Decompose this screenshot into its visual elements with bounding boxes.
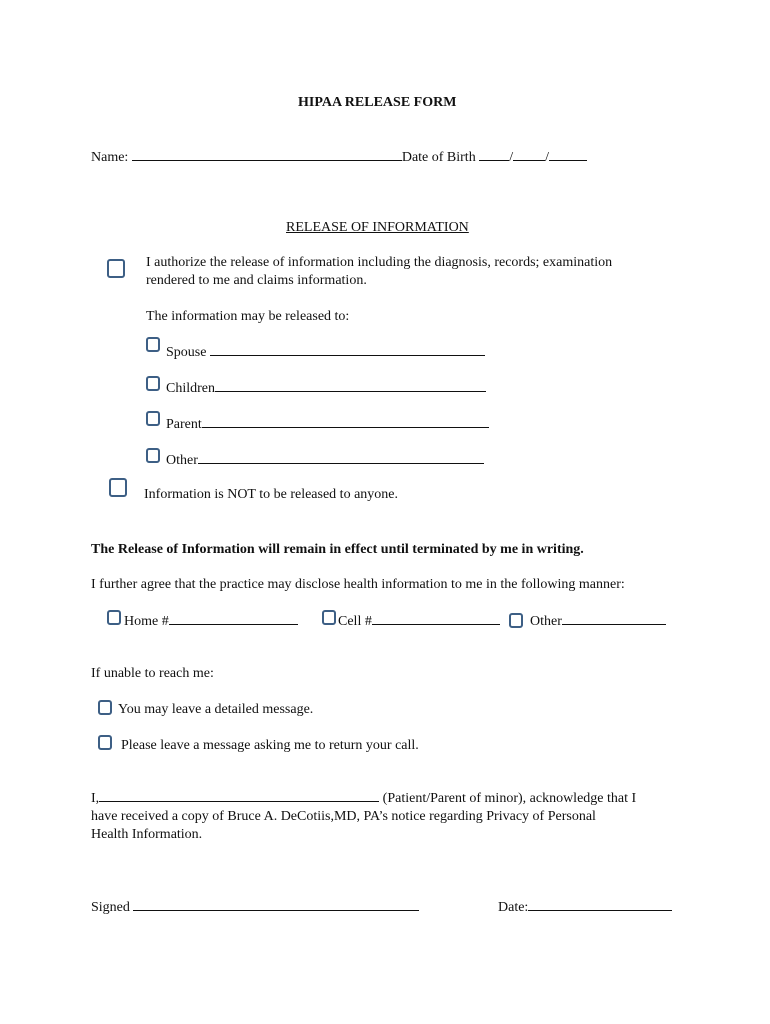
children-field[interactable] xyxy=(215,379,486,392)
children-checkbox[interactable] xyxy=(146,376,160,391)
cell-checkbox[interactable] xyxy=(322,610,336,625)
other-recipient-label: Other xyxy=(166,453,198,468)
parent-row xyxy=(166,415,489,433)
dob-label: Date of Birth xyxy=(401,150,476,165)
released-to-label: The information may be released to: xyxy=(146,309,350,324)
name-field[interactable] xyxy=(132,148,402,161)
date-label: Date: xyxy=(498,900,529,915)
signature-field[interactable] xyxy=(133,898,419,911)
spouse-checkbox[interactable] xyxy=(146,337,160,352)
not-released-text: Information is NOT to be released to anyone. xyxy=(144,487,399,502)
children-row xyxy=(166,379,486,397)
not-released-checkbox[interactable] xyxy=(109,478,127,497)
cell-label: Cell # xyxy=(338,614,372,629)
other-contact-field[interactable] xyxy=(562,612,666,625)
parent-checkbox[interactable] xyxy=(146,411,160,426)
spouse-label: Spouse xyxy=(166,345,207,360)
return-call-checkbox[interactable] xyxy=(98,735,112,750)
other-contact-label: Other xyxy=(530,614,562,629)
acknowledgement-line: have received a copy of Bruce A. DeCotiis,MD, PA’s notice regarding Privacy of Personal xyxy=(91,809,596,824)
form-title: HIPAA RELEASE FORM xyxy=(298,95,457,110)
acknowledgement-line xyxy=(91,789,636,808)
dob-separator: / xyxy=(509,150,514,165)
authorize-text xyxy=(146,254,612,290)
authorize-checkbox[interactable] xyxy=(107,259,125,278)
further-agree-text: I further agree that the practice may disclose health information to me in the following manner: xyxy=(91,577,625,592)
name-label: Name: xyxy=(91,150,129,165)
home-checkbox[interactable] xyxy=(107,610,121,625)
dob-year-field[interactable] xyxy=(549,148,587,161)
effect-statement: The Release of Information will remain in effect until terminated by me in writing. xyxy=(91,542,584,557)
date-field[interactable] xyxy=(528,898,672,911)
other-recipient-field[interactable] xyxy=(198,451,484,464)
spouse-row xyxy=(166,343,485,361)
return-call-text: Please leave a message asking me to return your call. xyxy=(121,738,419,753)
cell-row xyxy=(338,612,500,630)
patient-name-field[interactable] xyxy=(99,789,379,802)
signed-label: Signed xyxy=(91,900,130,915)
dob-separator: / xyxy=(545,150,549,165)
name-row xyxy=(91,148,587,166)
parent-label: Parent xyxy=(166,417,202,432)
signed-row xyxy=(91,898,419,916)
ack-prefix: I, xyxy=(91,791,100,806)
authorize-text-line: rendered to me and claims information. xyxy=(146,273,367,288)
dob-day-field[interactable] xyxy=(513,148,545,161)
spouse-field[interactable] xyxy=(210,343,485,356)
date-row xyxy=(498,898,672,916)
acknowledgement-line: Health Information. xyxy=(91,827,203,842)
authorize-text-line: I authorize the release of information including the diagnosis, records; examination xyxy=(146,255,613,270)
other-contact-row xyxy=(530,612,666,630)
cell-field[interactable] xyxy=(372,612,500,625)
detailed-message-text: You may leave a detailed message. xyxy=(118,702,314,717)
children-label: Children xyxy=(166,381,215,396)
ack-line1-suffix: (Patient/Parent of minor), acknowledge that I xyxy=(382,791,637,806)
unable-reach-label: If unable to reach me: xyxy=(91,666,214,681)
release-heading: RELEASE OF INFORMATION xyxy=(286,220,469,235)
dob-month-field[interactable] xyxy=(479,148,509,161)
other-recipient-checkbox[interactable] xyxy=(146,448,160,463)
other-recipient-row xyxy=(166,451,484,469)
home-label: Home # xyxy=(124,614,169,629)
other-contact-checkbox[interactable] xyxy=(509,613,523,628)
parent-field[interactable] xyxy=(202,415,489,428)
detailed-message-checkbox[interactable] xyxy=(98,700,112,715)
acknowledgement-text xyxy=(91,789,636,844)
home-row xyxy=(124,612,298,630)
home-field[interactable] xyxy=(169,612,298,625)
